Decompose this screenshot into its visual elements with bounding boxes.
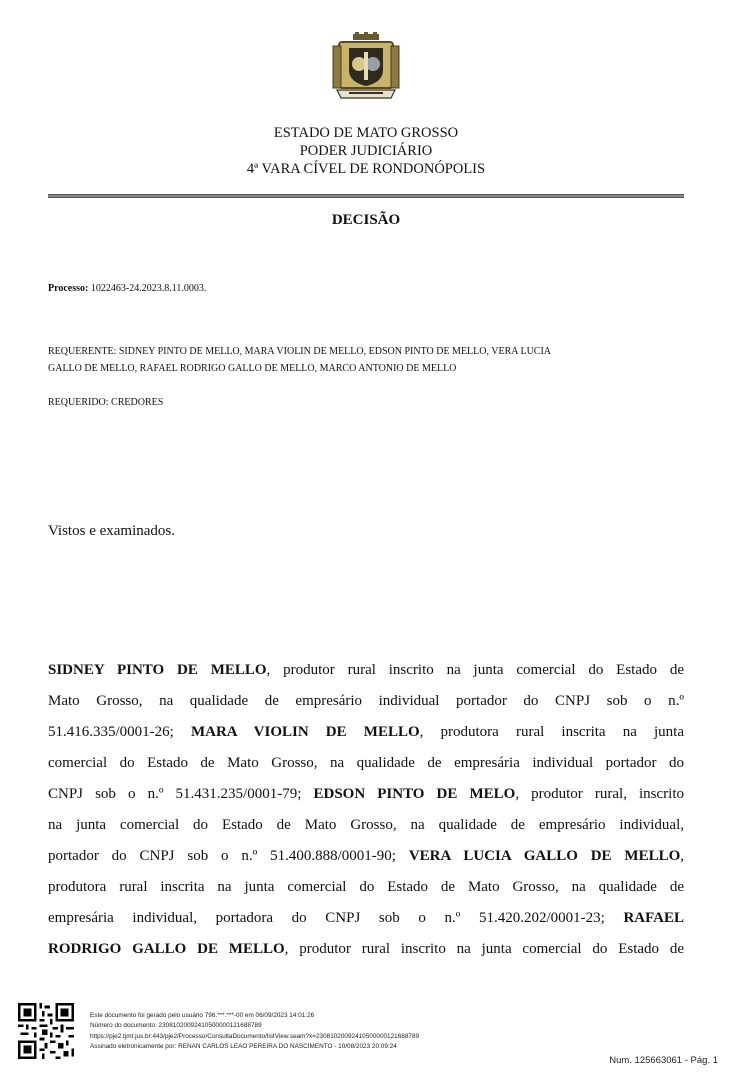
body-line [48,934,684,965]
vistos-paragraph: Vistos e examinados. [48,523,175,539]
decision-body [48,655,684,965]
body-text: comercial do Estado de Mato Grosso, na qualidade de empresária individual portador do [48,755,684,771]
party-name: VERA LUCIA GALLO DE MELLO [408,848,681,864]
process-label: Processo: [48,283,89,294]
body-text: produtora rural inscrita na junta comercial do Estado de Mato Grosso, na qualidade de [48,879,684,895]
body-line [48,779,684,810]
document-title: DECISÃO [331,212,401,228]
body-line [48,872,684,903]
footer-signature-info [90,1011,419,1052]
page-number: Num. 125663061 - Pág. 1 [609,1055,718,1066]
body-line [48,841,684,872]
party-name: MARA VIOLIN DE MELLO [190,724,420,740]
qr-code-icon [18,1003,74,1059]
body-text: , produtor rural, inscrito [515,786,685,802]
body-line [48,655,684,686]
footer-signed-by: Assinado eletronicamente por: RENAN CARLOS LEAO PEREIRA DO NASCIMENTO - 10/08/2023 20:09:24 [90,1042,397,1050]
header-state: ESTADO DE MATO GROSSO [273,125,459,141]
body-line [48,810,684,841]
coat-of-arms-icon [331,32,401,104]
body-text: , [680,848,685,864]
header-divider [48,194,684,198]
body-line [48,903,684,934]
party-name: RODRIGO GALLO DE MELLO [48,941,285,957]
body-text: , produtora rural inscrita na junta [419,724,684,740]
body-text: , produtor rural inscrito na junta comercial do Estado de [266,662,684,678]
footer-document-url[interactable]: https://pje2.tjmt.jus.br:443/pje2/Processo/ConsultaDocumento/listView.seam?x=23081020092410500000121688789 [90,1032,420,1040]
process-value: 1022463-24.2023.8.11.0003. [90,283,207,294]
body-line [48,717,684,748]
party-name: SIDNEY PINTO DE MELLO [48,662,267,678]
party-name: EDSON PINTO DE MELO [313,786,516,802]
party-name: RAFAEL [623,910,684,926]
process-number [48,280,206,297]
body-line [48,748,684,779]
body-line [48,686,684,717]
defendant-line: REQUERIDO: CREDORES [48,397,164,408]
header-court: 4ª VARA CÍVEL DE RONDONÓPOLIS [246,161,486,177]
plaintiffs-line-2: GALLO DE MELLO, RAFAEL RODRIGO GALLO DE MELLO, MARCO ANTONIO DE MELLO [48,363,457,374]
body-text: 51.416.335/0001-26; [48,724,191,740]
body-text: empresária individual, portadora do CNPJ sob o n.º 51.420.202/0001-23; [48,910,624,926]
plaintiffs-line-1: REQUERENTE: SIDNEY PINTO DE MELLO, MARA VIOLIN DE MELLO, EDSON PINTO DE MELLO, VERA LUCIA [48,346,552,357]
header-power: PODER JUDICIÁRIO [299,143,433,159]
court-header [0,124,732,178]
body-text: Mato Grosso, na qualidade de empresário individual portador do CNPJ sob o n.º [48,693,684,709]
body-text: , produtor rural inscrito na junta comercial do Estado de [284,941,684,957]
footer-document-number: Número do documento: 23081020092410500000121688789 [90,1022,262,1030]
body-text: na junta comercial do Estado de Mato Grosso, na qualidade de empresário individual, [48,817,684,833]
body-text: portador do CNPJ sob o n.º 51.400.888/0001-90; [48,848,409,864]
body-text: CNPJ sob o n.º 51.431.235/0001-79; [48,786,314,802]
footer-generated-by: Este documento foi gerado pelo usuário 796.***.***-00 em 06/09/2023 14:01:26 [90,1012,315,1019]
